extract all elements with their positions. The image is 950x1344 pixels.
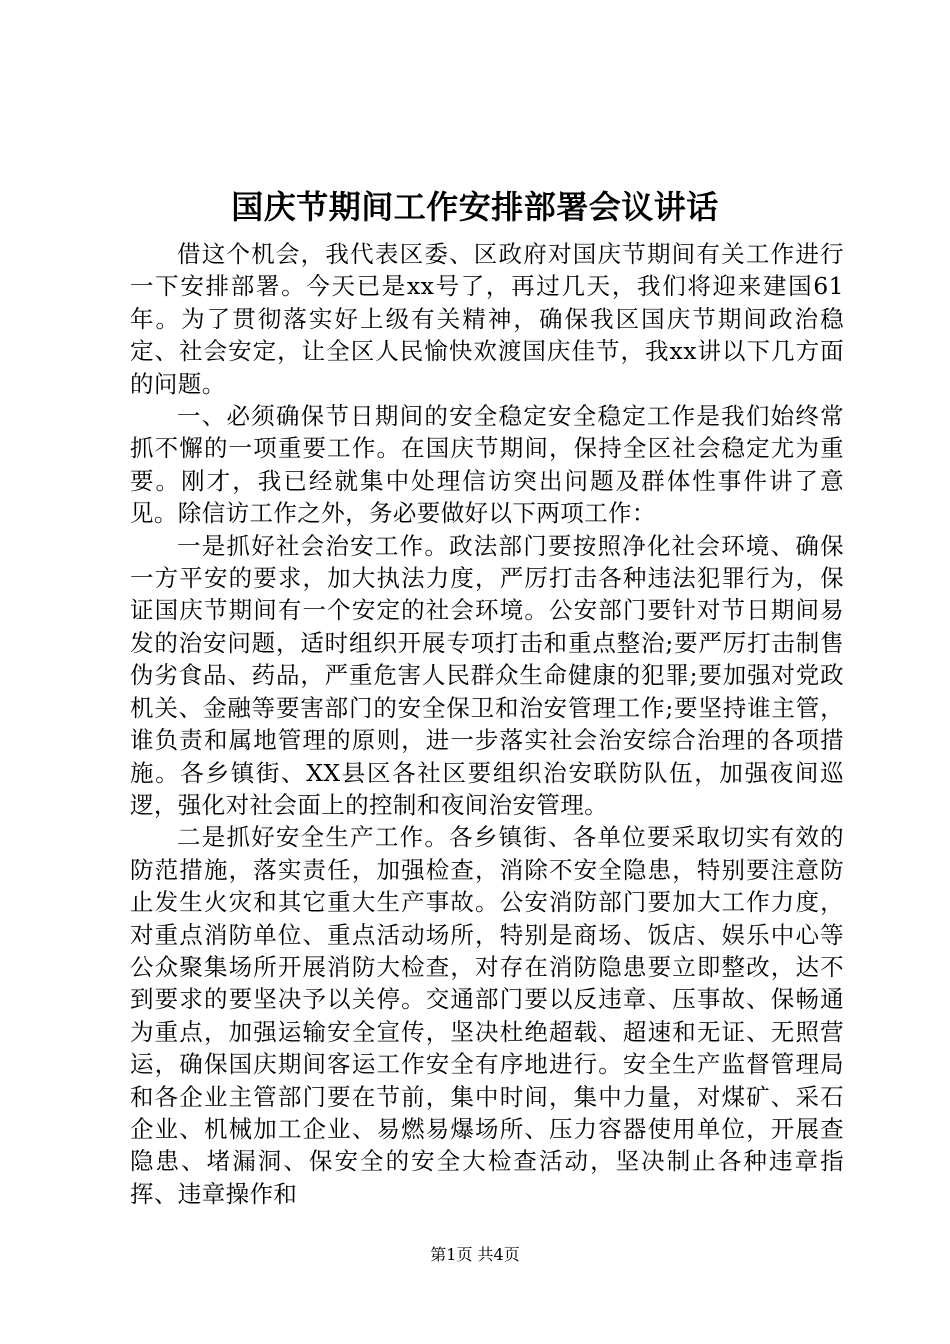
paragraph-section-one: 一、必须确保节日期间的安全稳定安全稳定工作是我们始终常抓不懈的一项重要工作。在国庆节期间，保持全区社会稳定尤为重要。刚才，我已经就集中处理信访突出问题及群体性事件讲了意见。除信访工作之外，务必要做好以下两项工作：	[130, 402, 844, 528]
document-title: 国庆节期间工作安排部署会议讲话	[231, 188, 719, 226]
paragraph-production-safety: 二是抓好安全生产工作。各乡镇街、各单位要采取切实有效的防范措施，落实责任，加强检查，消除不安全隐患，特别要注意防止发生火灾和其它重大生产事故。公安消防部门要加大工作力度，对重点消防单位、重点活动场所，特别是商场、饭店、娱乐中心等公众聚集场所开展消防大检查，对存在消防隐患要立即整改，达不到要求的要坚决予以关停。交通部门要以反违章、压事故、保畅通为重点，加强运输安全宣传，坚决杜绝超载、超速和无证、无照营运，确保国庆期间客运工作安全有序地进行。安全生产监督管理局和各企业主管部门要在节前，集中时间，集中力量，对煤矿、采石企业、机械加工企业、易燃易爆场所、压力容器使用单位，开展查隐患、堵漏洞、保安全的安全大检查活动，坚决制止各种违章指挥、违章操作和	[130, 823, 844, 1208]
page-footer: 第1页 共4页	[430, 1245, 520, 1264]
document-body	[130, 238, 844, 1210]
paragraph-public-security: 一是抓好社会治安工作。政法部门要按照净化社会环境、确保一方平安的要求，加大执法力度，严厉打击各种违法犯罪行为，保证国庆节期间有一个安定的社会环境。公安部门要针对节日期间易发的治安问题，适时组织开展专项打击和重点整治;要严厉打击制售伪劣食品、药品，严重危害人民群众生命健康的犯罪;要加强对党政机关、金融等要害部门的安全保卫和治安管理工作;要坚持谁主管，谁负责和属地管理的原则，进一步落实社会治安综合治理的各项措施。各乡镇街、XX县区各社区要组织治安联防队伍，加强夜间巡逻，强化对社会面上的控制和夜间治安管理。	[130, 531, 844, 819]
paragraph-intro: 借这个机会，我代表区委、区政府对国庆节期间有关工作进行一下安排部署。今天已是xx号了，再过几天，我们将迎来建国61年。为了贯彻落实好上级有关精神，确保我区国庆节期间政治稳定、社会安定，让全区人民愉快欢渡国庆佳节，我xx讲以下几方面的问题。	[130, 240, 844, 398]
